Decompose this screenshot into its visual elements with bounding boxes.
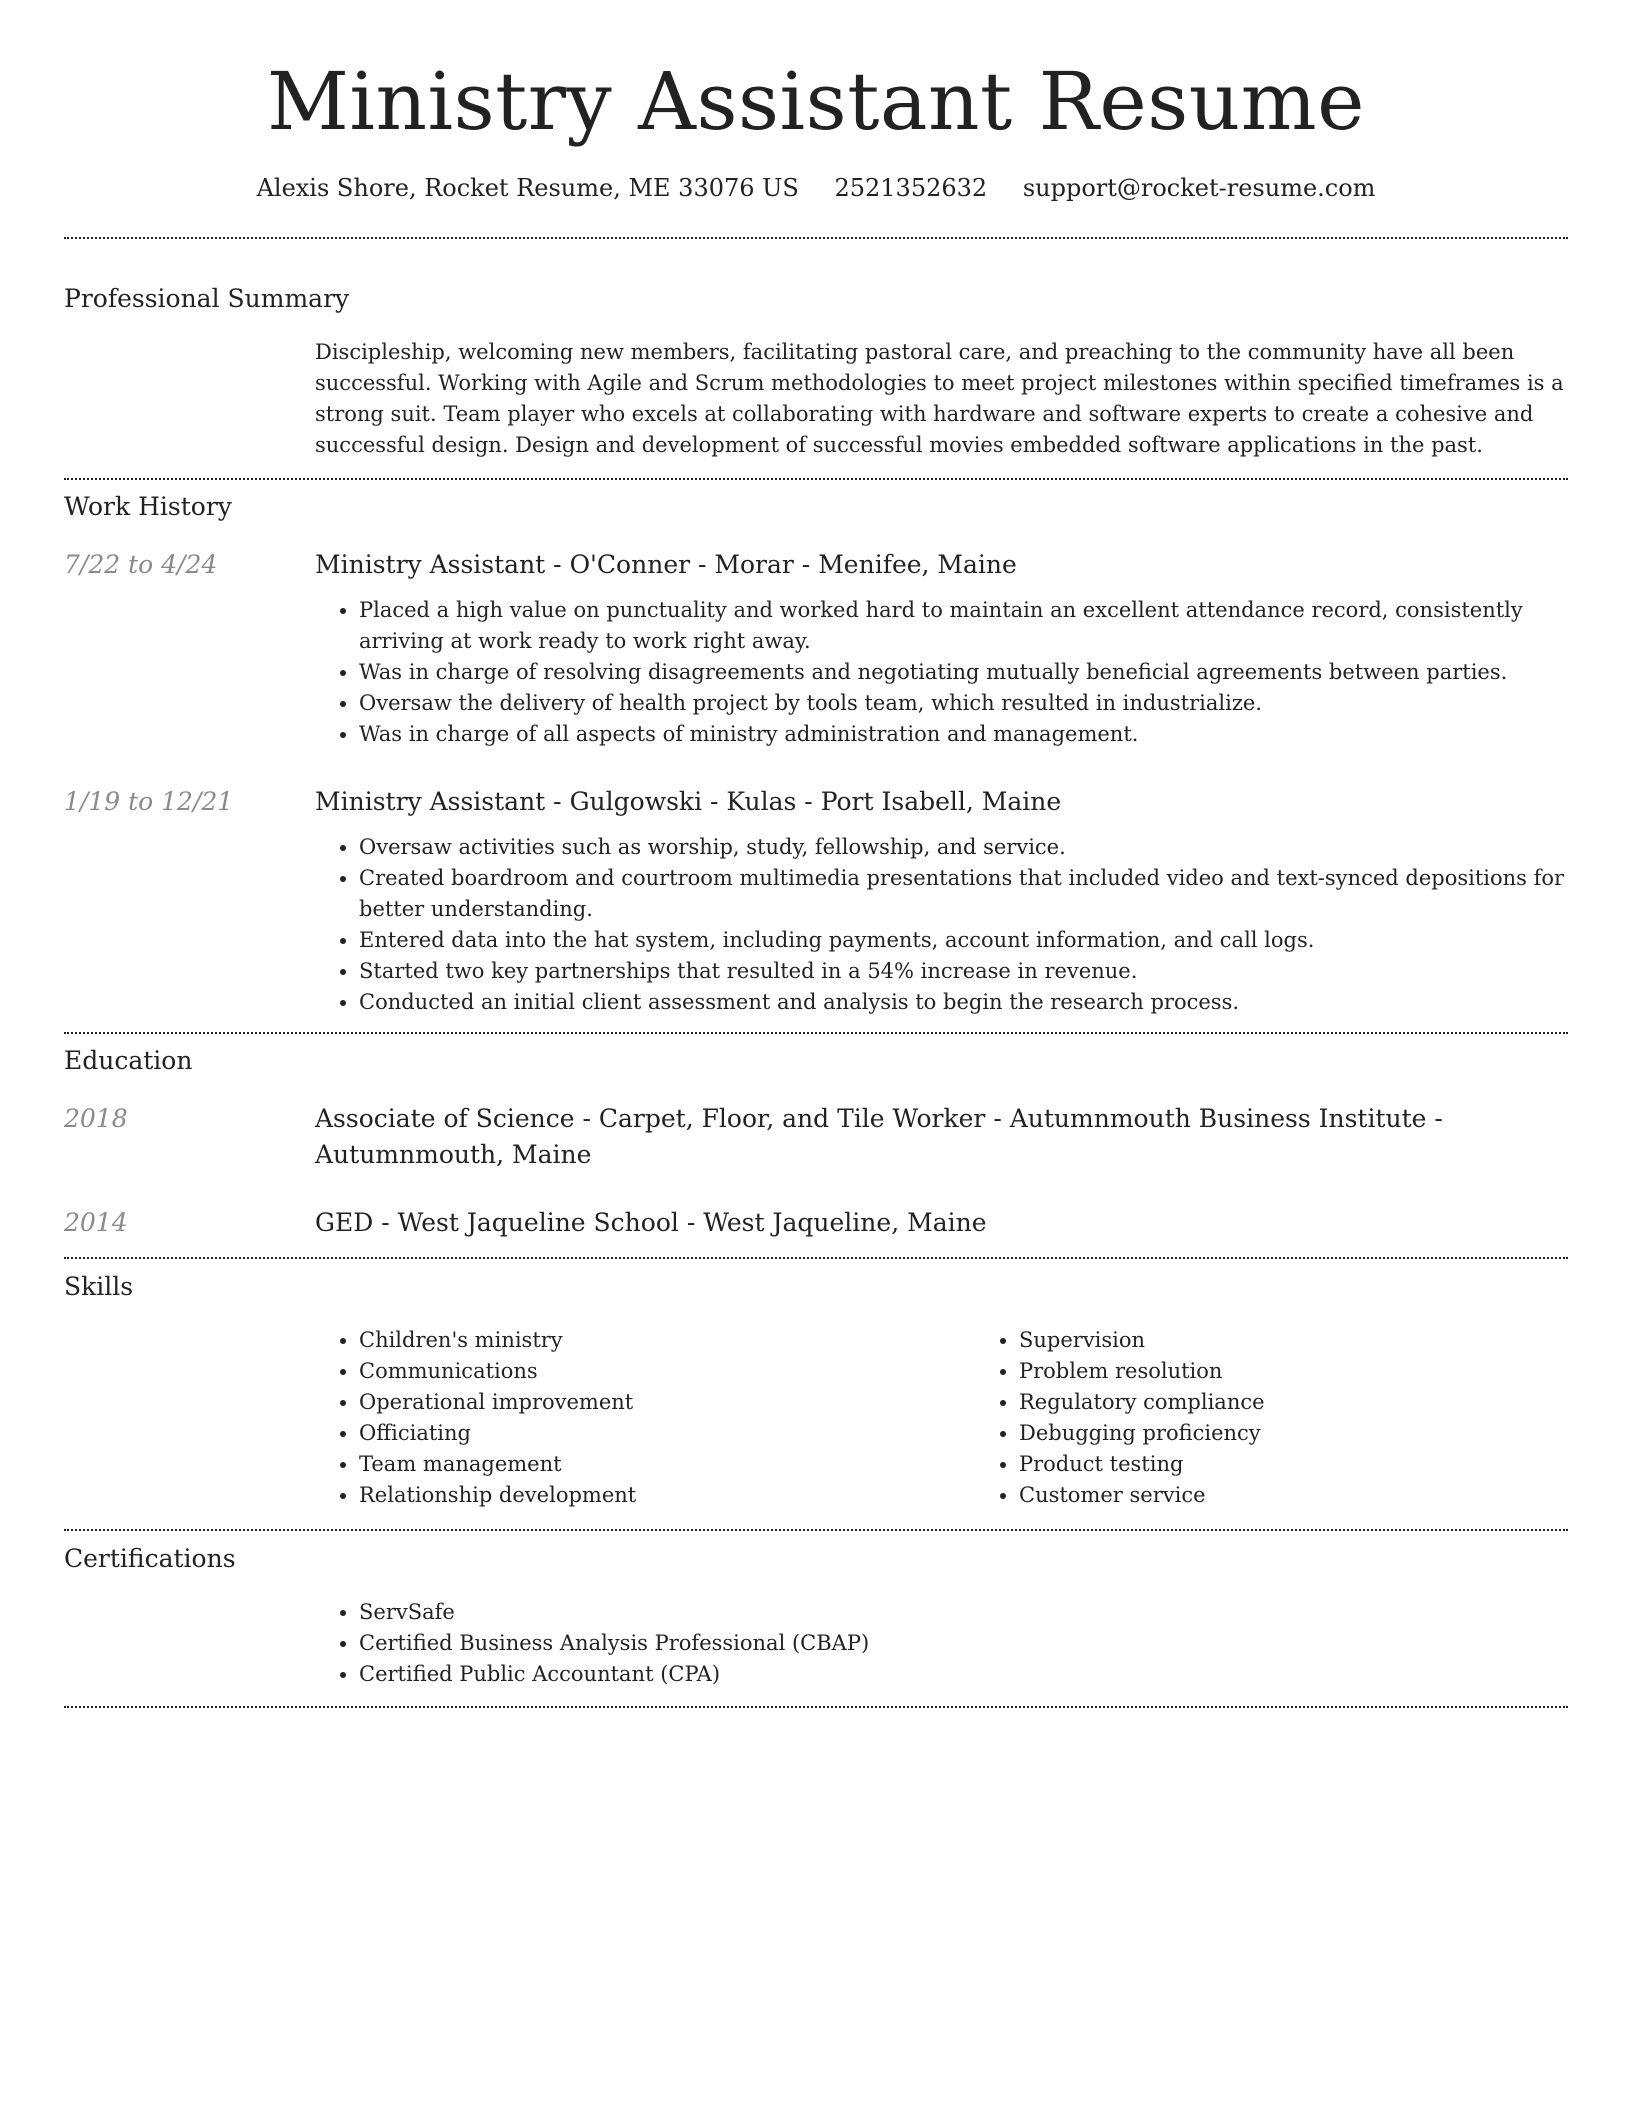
contact-phone: 2521352632 — [834, 174, 988, 202]
education-content — [315, 1205, 1568, 1241]
list-item: • Was in charge of resolving disagreements and negotiating mutually beneficial agreements between parties. — [359, 657, 1568, 688]
education-year: 2018 — [64, 1104, 128, 1133]
certifications-section — [64, 1531, 1568, 1690]
job-bullets — [315, 595, 1568, 750]
summary-section — [64, 239, 1568, 461]
list-item: • Operational improvement — [359, 1387, 975, 1418]
job-title: Ministry Assistant - O'Conner - Morar - Menifee, Maine — [315, 550, 1017, 579]
list-item: • Regulatory compliance — [1019, 1387, 1632, 1418]
contact-email: support@rocket-resume.com — [1022, 174, 1376, 202]
list-item: • Customer service — [1019, 1480, 1632, 1511]
job-entry — [64, 547, 1568, 750]
list-item: • Conducted an initial client assessment and analysis to begin the research process. — [359, 987, 1568, 1018]
section-title-skills: Skills — [64, 1272, 134, 1301]
contact-line — [64, 172, 1568, 204]
list-item: • Created boardroom and courtroom multimedia presentations that included video and text-synced depositions for better understanding. — [359, 863, 1568, 925]
education-entry — [64, 1205, 1568, 1241]
summary-content — [315, 337, 1568, 461]
contact-address: Alexis Shore, Rocket Resume, ME 33076 US — [256, 174, 799, 202]
list-item: • Children's ministry — [359, 1325, 975, 1356]
skills-row — [64, 1325, 1568, 1511]
section-title-certifications: Certifications — [64, 1544, 236, 1573]
certifications-row — [64, 1597, 1568, 1690]
summary-text: Discipleship, welcoming new members, facilitating pastoral care, and preaching to the community have all been successful. Working with Agile and Scrum methodologies to meet project milestones within specified timeframes is a strong suit. Team player who excels at collaborating with hardware and software experts to create a cohesive and successful design. Design and development of successful movies embedded software applications in the past. — [315, 340, 1564, 457]
job-content — [315, 547, 1568, 750]
education-title: GED - West Jaqueline School - West Jaqueline, Maine — [315, 1208, 987, 1237]
certifications-list — [315, 1597, 1568, 1690]
list-item: • Placed a high value on punctuality and worked hard to maintain an excellent attendance record, consistently arriving at work ready to work right away. — [359, 595, 1568, 657]
work-section — [64, 480, 1568, 1018]
list-item: • Oversaw activities such as worship, study, fellowship, and service. — [359, 832, 1568, 863]
list-item: • Started two key partnerships that resulted in a 54% increase in revenue. — [359, 956, 1568, 987]
job-bullets — [315, 832, 1568, 1018]
list-item: • Oversaw the delivery of health project by tools team, which resulted in industrialize. — [359, 688, 1568, 719]
certifications-content — [315, 1597, 1568, 1690]
list-item: • Problem resolution — [1019, 1356, 1632, 1387]
education-section — [64, 1034, 1568, 1241]
list-item: • Was in charge of all aspects of ministry administration and management. — [359, 719, 1568, 750]
education-year: 2014 — [64, 1208, 128, 1237]
section-title-education: Education — [64, 1046, 193, 1075]
skills-list-left — [315, 1325, 975, 1511]
job-title: Ministry Assistant - Gulgowski - Kulas - Port Isabell, Maine — [315, 787, 1062, 816]
divider — [64, 1706, 1568, 1708]
list-item: • Certified Business Analysis Professional (CBAP) — [359, 1628, 1568, 1659]
list-item: • Product testing — [1019, 1449, 1632, 1480]
job-dates: 7/22 to 4/24 — [64, 550, 218, 579]
list-item: • ServSafe — [359, 1597, 1568, 1628]
education-entry — [64, 1101, 1568, 1173]
list-item: • Officiating — [359, 1418, 975, 1449]
education-title: Associate of Science - Carpet, Floor, and Tile Worker - Autumnmouth Business Institute - Autumnmouth, Maine — [315, 1104, 1443, 1169]
list-item: • Relationship development — [359, 1480, 975, 1511]
list-item: • Debugging proficiency — [1019, 1418, 1632, 1449]
list-item: • Team management — [359, 1449, 975, 1480]
skills-section — [64, 1259, 1568, 1511]
list-item: • Certified Public Accountant (CPA) — [359, 1659, 1568, 1690]
list-item: • Communications — [359, 1356, 975, 1387]
list-item: • Entered data into the hat system, including payments, account information, and call logs. — [359, 925, 1568, 956]
job-dates: 1/19 to 12/21 — [64, 787, 234, 816]
job-content — [315, 784, 1568, 1018]
skills-list-right — [975, 1325, 1632, 1511]
section-title-summary: Professional Summary — [64, 284, 350, 313]
list-item: • Supervision — [1019, 1325, 1632, 1356]
education-content — [315, 1101, 1568, 1173]
summary-row — [64, 337, 1568, 461]
page-title: Ministry Assistant Resume — [266, 55, 1365, 148]
skills-columns — [315, 1325, 1632, 1511]
section-title-work: Work History — [64, 492, 232, 521]
job-entry — [64, 784, 1568, 1018]
